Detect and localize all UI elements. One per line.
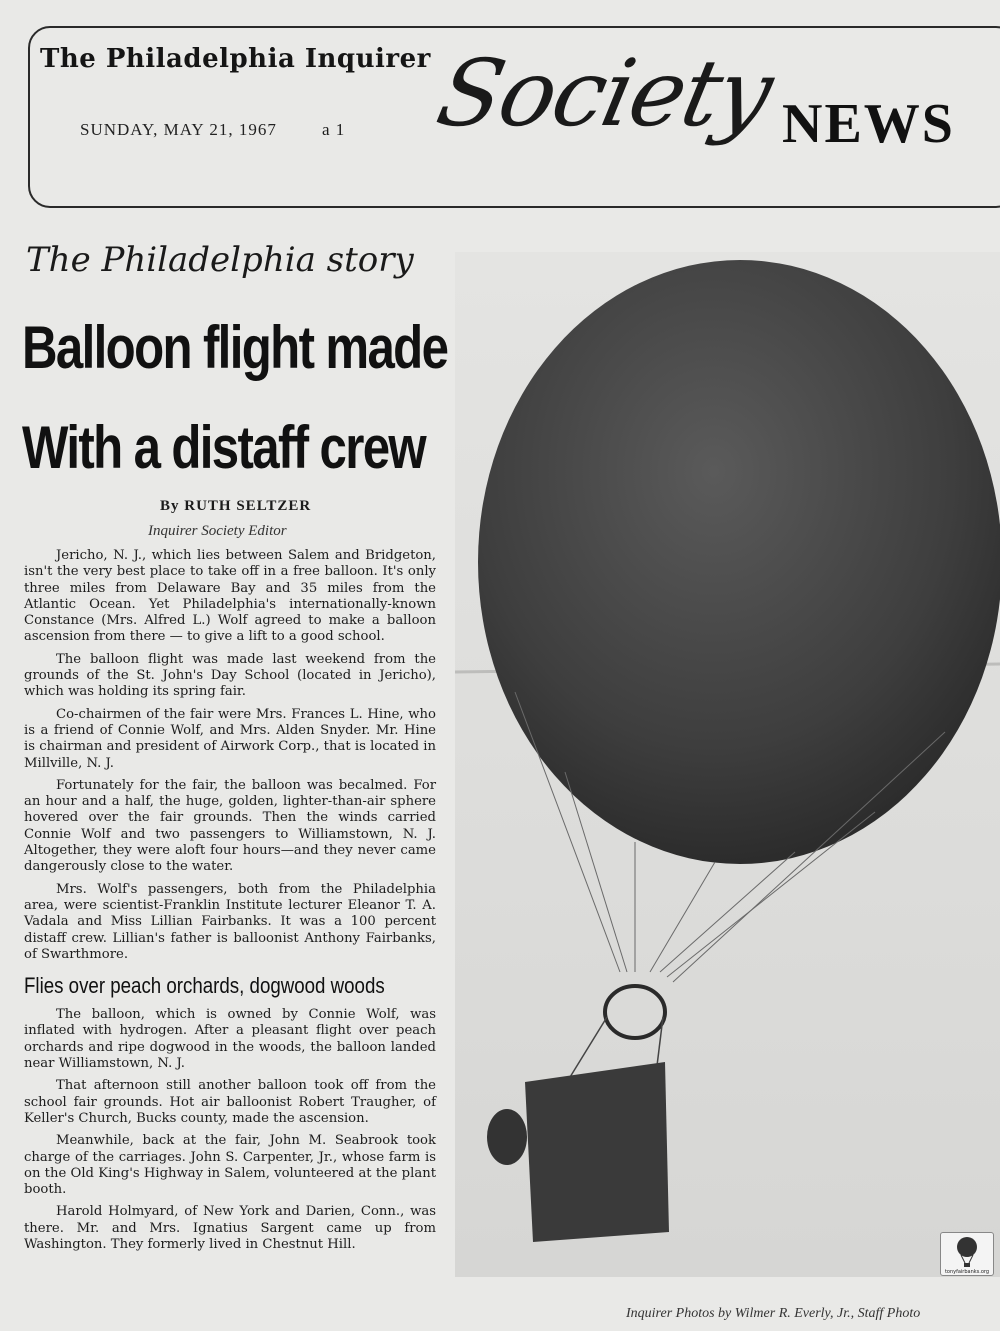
paragraph: Meanwhile, back at the fair, John M. Seabrook took charge of the carriages. John S. Carpenter, Jr., whose farm is on the Old King's Highway in Salem, volunteered at the plant booth.: [24, 1133, 436, 1198]
article-subhead: Flies over peach orchards, dogwood woods: [24, 973, 385, 999]
dateline: SUNDAY, MAY 21, 1967: [80, 120, 277, 139]
paragraph: The balloon flight was made last weekend from the grounds of the St. John's Day School (located in Jericho), which was holding its spring fair.: [24, 651, 436, 700]
balloon-basket: [525, 1062, 669, 1242]
section-title-script: Society: [428, 40, 781, 147]
photo-credit: Inquirer Photos by Wilmer R. Everly, Jr., Staff Photo: [626, 1306, 921, 1321]
paragraph: Mrs. Wolf's passengers, both from the Philadelphia area, were scientist-Franklin Institute lecturer Eleanor T. A. Vadala and Miss Lillian Fairbanks. It was a 100 percent distaff crew. Lillian's father is balloonist Anthony Fairbanks, of Swarthmore.: [24, 881, 436, 962]
paragraph: Jericho, N. J., which lies between Salem and Bridgeton, isn't the very best place to take off in a free balloon. It's only three miles from Delaware Bay and 35 miles from the Atlantic Ocean. Yet Philadelphia's internationally-known Constance (Mrs. Alfred L.) Wolf agreed to make a balloon ascension from there — to give a lift to a good school.: [24, 548, 436, 645]
watermark-text: tonyfairbanks.org: [944, 1269, 990, 1275]
newspaper-name: The Philadelphia Inquirer: [40, 44, 431, 74]
paragraph: The balloon, which is owned by Connie Wolf, was inflated with hydrogen. After a pleasant flight over peach orchards and ripe dogwood in the woods, the balloon landed near Williamstown, N. J.: [24, 1007, 436, 1072]
article-kicker: The Philadelphia story: [26, 240, 414, 280]
balloon-illustration: [455, 252, 1000, 1277]
byline: By RUTH SELTZER: [160, 498, 312, 514]
page-number: a 1: [322, 120, 346, 139]
headline-line-2: With a distaff crew: [22, 414, 426, 481]
article-body: [24, 548, 436, 1259]
ballast-sack: [487, 1109, 527, 1165]
paragraph: Co-chairmen of the fair were Mrs. Frances L. Hine, who is a friend of Connie Wolf, and Mrs. Alden Snyder. Mr. Hine is chairman and president of Airwork Corp., that is located in Millville, N. J.: [24, 706, 436, 771]
load-ring: [605, 986, 665, 1038]
balloon-photo: [455, 252, 1000, 1277]
headline-line-1: Balloon flight made: [22, 314, 448, 381]
watermark-logo: [940, 1232, 994, 1276]
paragraph: Fortunately for the fair, the balloon was becalmed. For an hour and a half, the huge, golden, lighter-than-air sphere hovered over the fair grounds. Then the winds carried Connie Wolf and two passengers to Williamstown, N. J. Altogether, they were aloft four hours—and they never came dangerously close to the water.: [24, 777, 436, 875]
paragraph: That afternoon still another balloon took off from the school fair grounds. Hot air balloonist Robert Traugher, of Keller's Church, Bucks county, made the ascension.: [24, 1078, 436, 1126]
byline-title: Inquirer Society Editor: [148, 523, 287, 539]
balloon-envelope: [478, 260, 1000, 864]
paragraph: Harold Holmyard, of New York and Darien, Conn., was there. Mr. and Mrs. Ignatius Sargent came up from Washington. They formerly lived in Chestnut Hill.: [24, 1204, 436, 1252]
section-title-news: NEWS: [782, 93, 955, 155]
